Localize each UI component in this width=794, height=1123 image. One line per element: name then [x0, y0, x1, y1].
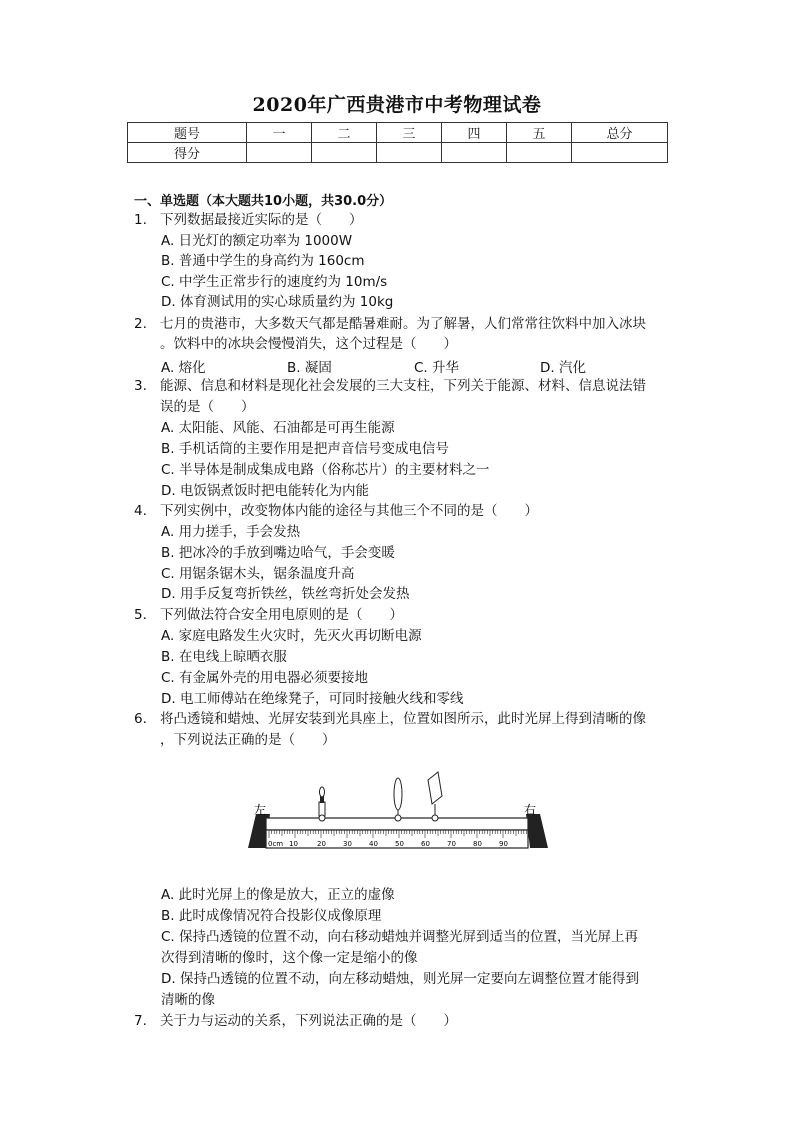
question-text: ，下列说法正确的是（ ） [160, 732, 336, 748]
question-text: 。饮料中的冰块会慢慢消失，这个过程是（ ） [160, 336, 457, 352]
question-text: 误的是（ ） [160, 399, 255, 415]
option: C. 用锯条锯木头，锯条温度升高 [161, 566, 355, 582]
candle [319, 787, 325, 821]
option: B. 普通中学生的身高约为 160cm [161, 253, 365, 269]
score-header-cell: 总分 [572, 123, 668, 143]
scale-label: 50 [395, 840, 404, 848]
score-header-cell: 五 [507, 123, 572, 143]
option: B. 此时成像情况符合投影仪成像原理 [161, 908, 382, 924]
score-input-cell[interactable] [572, 143, 668, 163]
option: B. 把冰冷的手放到嘴边哈气，手会变暖 [161, 545, 395, 561]
score-input-cell[interactable] [312, 143, 377, 163]
question-text: 下列实例中，改变物体内能的途径与其他三个不同的是（ ） [160, 503, 538, 519]
question-number: 1. [134, 212, 147, 228]
score-row-label: 得分 [128, 143, 247, 163]
question-number: 5. [134, 607, 147, 623]
option: A. 日光灯的额定功率为 1000W [161, 233, 353, 249]
option: D. 电工师傅站在绝缘凳子，可同时接触火线和零线 [161, 691, 464, 707]
question-text: 将凸透镜和蜡烛、光屏安装到光具座上，位置如图所示，此时光屏上得到清晰的像 [160, 711, 646, 727]
score-table-score-row [128, 143, 668, 163]
option: D. 用手反复弯折铁丝，铁丝弯折处会发热 [161, 586, 410, 602]
option: A. 太阳能、风能、石油都是可再生能源 [161, 420, 395, 436]
option: B. 凝固 [287, 360, 332, 376]
score-input-cell[interactable] [507, 143, 572, 163]
question-number: 3. [134, 378, 147, 394]
option: A. 用力搓手，手会发热 [161, 524, 301, 540]
question-text: 关于力与运动的关系，下列说法正确的是（ ） [160, 1013, 457, 1029]
score-input-cell[interactable] [247, 143, 312, 163]
question-number: 7. [134, 1013, 147, 1029]
option: C. 中学生正常步行的速度约为 10m/s [161, 274, 388, 290]
option: A. 家庭电路发生火灾时，先灭火再切断电源 [161, 628, 422, 644]
scale-label: 80 [473, 840, 482, 848]
question-text: 下列做法符合安全用电原则的是（ ） [160, 607, 403, 623]
option: D. 汽化 [540, 360, 586, 376]
score-input-cell[interactable] [377, 143, 442, 163]
option: B. 手机话筒的主要作用是把声音信号变成电信号 [161, 441, 449, 457]
left-label: 左 [254, 803, 267, 817]
question-text: 七月的贵港市，大多数天气都是酷暑难耐。为了解暑，人们常常往饮料中加入冰块 [160, 316, 646, 332]
option: C. 半导体是制成集成电路（俗称芯片）的主要材料之一 [161, 462, 490, 478]
convex-lens [394, 778, 402, 821]
question-text: 下列数据最接近实际的是（ ） [160, 212, 363, 228]
option: C. 有金属外壳的用电器必须要接地 [161, 670, 369, 686]
option: D. 保持凸透镜的位置不动，向左移动蜡烛，则光屏一定要向左调整位置才能得到 [161, 971, 639, 987]
score-table [127, 122, 668, 163]
option: 清晰的像 [161, 992, 215, 1008]
scale-label: 0cm [268, 840, 284, 848]
question-number: 2. [134, 316, 147, 332]
score-input-cell[interactable] [442, 143, 507, 163]
option: 次得到清晰的像时，这个像一定是缩小的像 [161, 950, 418, 966]
score-header-cell: 四 [442, 123, 507, 143]
option: C. 保持凸透镜的位置不动，向右移动蜡烛并调整光屏到适当的位置，当光屏上再 [161, 929, 639, 945]
score-header-cell: 二 [312, 123, 377, 143]
scale-label: 10 [289, 840, 298, 848]
option: D. 体育测试用的实心球质量约为 10kg [161, 294, 394, 310]
section-heading: 一、单选题（本大题共10小题，共30.0分） [134, 194, 393, 209]
scale-label: 70 [447, 840, 456, 848]
scale-label: 20 [317, 840, 326, 848]
scale-label: 60 [421, 840, 430, 848]
option: C. 升华 [414, 360, 460, 376]
option: B. 在电线上晾晒衣服 [161, 649, 287, 665]
scale-label: 40 [369, 840, 378, 848]
question-number: 6. [134, 711, 147, 727]
score-header-cell: 三 [377, 123, 442, 143]
question-number: 4. [134, 503, 147, 519]
right-label: 右 [524, 803, 537, 817]
light-screen [428, 772, 442, 821]
scale-label: 90 [499, 840, 508, 848]
score-header-cell: 题号 [128, 123, 247, 143]
score-table-header-row [128, 123, 668, 143]
option: A. 此时光屏上的像是放大，正立的虚像 [161, 887, 395, 903]
page-title: 2020年广西贵港市中考物理试卷 [252, 94, 542, 116]
question-text: 能源、信息和材料是现化社会发展的三大支柱，下列关于能源、材料、信息说法错 [160, 378, 646, 394]
scale-label: 30 [343, 840, 352, 848]
option: A. 熔化 [161, 360, 206, 376]
score-header-cell: 一 [247, 123, 312, 143]
optical-bench-figure [248, 768, 548, 858]
option: D. 电饭锅煮饭时把电能转化为内能 [161, 483, 369, 499]
